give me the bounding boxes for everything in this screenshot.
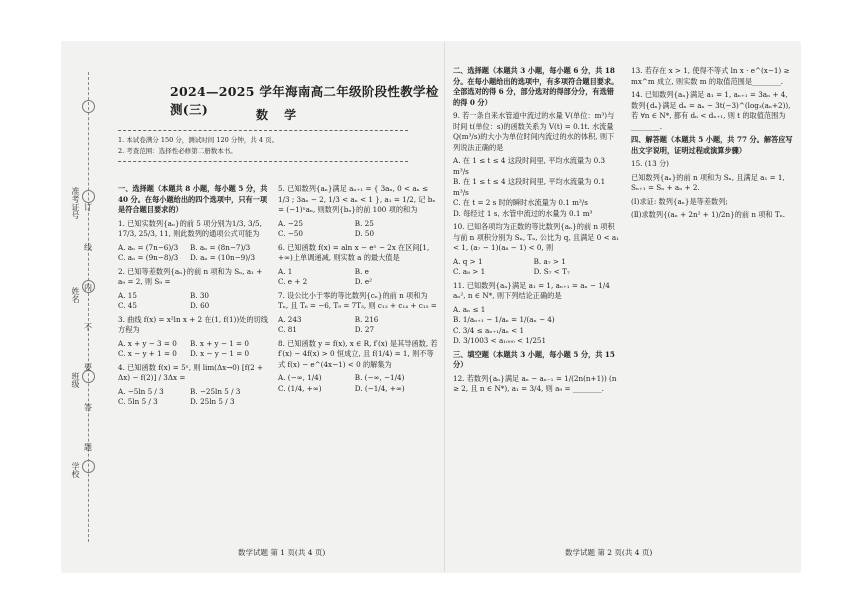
option: A. −5ln 5 / 3 [118,386,164,396]
options [118,291,268,312]
option: B. 在 1 ≤ t ≤ 4 这段时间里, 平均水流量为 0.1 m³/s [453,177,606,197]
question-stem: 4. 已知函数 f(x) = 5ˣ, 则 lim(Δx→0) [f(2 + Δx) − f(2)] / 3Δx = [118,362,264,382]
option: D. 25ln 5 / 3 [190,397,235,406]
option: B. (−∞, −1/4) [354,373,405,382]
option: D. 27 [354,325,375,334]
options [118,243,268,264]
option: C. e + 2 [278,277,308,286]
binding-label-class: 班级 [71,372,80,388]
options [118,387,268,408]
page-2 [444,42,801,572]
option: D. x − y − 1 = 0 [190,349,250,358]
question-stem: 15. (13 分) [631,159,669,168]
options [453,257,621,278]
option: C. (1/4, +∞) [278,383,322,393]
option: D. 50 [354,229,375,238]
option: B. −25ln 5 / 3 [190,386,241,396]
page-footer: 数学试题 第 1 页(共 4 页) [238,548,326,557]
question-stem: 3. 曲线 f(x) = x²ln x + 2 在(1, f(1))处的切线方程为 [118,314,268,334]
option: C. aₙ = (9n−8)/3 [118,253,179,262]
option: A. 在 1 ≤ t ≤ 4 这段时间里, 平均水流量为 0.3 m³/s [453,156,606,176]
question-stem: 5. 已知数列{aₙ}满足 aₙ₊₁ = { 3aₙ, 0 < aₙ ≤ 1/3 ; 3aₙ − 2, 1/3 < aₙ < 1 }, a₁ = 1/2, 记 bₙ = (−1)ⁿaₙ, 则数列{bₙ}的前 100 项的和为 [278,184,436,214]
question-stem: 14. 已知数列{aₙ}满足 a₁ = 1, aₙ₊₁ = 3aₙ + 4, 数列{dₙ}满足 dₙ = aₙ − 3t(−3)^(log₃(aₙ+2)), 若 ∀n ∈ N*, 都有 dₙ < dₙ₊₁, 则 t 的取值范围为________. [631,90,791,131]
options [278,267,438,288]
options [278,219,438,240]
question-part: (Ⅰ)求证: 数列{aₙ}是等差数列; [631,196,728,206]
question-stem: 1. 已知实数列{aₙ}的前 5 项分别为1/3, 3/5, 17/3, 25/3, 11, 则此数列的通项公式可能为 [118,218,262,238]
page-footer: 数学试题 第 2 页(共 4 页) [565,548,653,557]
cut-mark: 线 [84,243,92,252]
option: C. 在 t = 2 s 时的瞬时水流量为 0.1 m³/s [453,198,588,207]
question-part: (Ⅱ)求数列{(aₙ + 2n² + 1)/2n}的前 n 项和 Tₙ. [631,210,786,219]
option: B. aₙ = (8n−7)/3 [190,242,251,252]
cut-mark: 内 [84,283,92,292]
option: C. 5ln 5 / 3 [118,397,158,406]
binding-label-school: 学校 [71,462,80,478]
option: A. (−∞, 1/4) [278,373,322,382]
option: D. S₇ < T₇ [533,267,570,276]
option: A. aₙ ≤ 1 [453,304,486,314]
options [278,373,438,394]
notice-line: 1. 本试卷满分 150 分，测试时间 120 分钟，共 4 页。 [118,136,279,144]
question-stem: 8. 已知函数 y = f(x), x ∈ R, f′(x) 是其导函数, 若 f′(x) − 4f(x) > 0 恒成立, 且 f(1/4) = 1, 则不等式 f(x) − e^(4x−1) < 0 的解集为 [278,338,438,369]
option: C. a₈ > 1 [453,267,486,276]
option: D. aₙ = (10n−9)/3 [190,253,256,262]
option: A. q > 1 [453,256,483,266]
question-body: 已知数列{aₙ}的前 n 项和为 Sₙ, 且满足 a₁ = 1, Sₙ₊₁ = Sₙ + aₙ + 2. [631,172,785,192]
binding-label-name: 姓名 [71,287,80,303]
option: D. 60 [190,301,210,310]
option: D. 3/1003 < a₁₀₀₀ < 1/251 [453,336,547,345]
section-title: 四、解答题（本题共 5 小题，共 77 分。解答应写出文字说明，证明过程或演算步骤） [631,135,793,155]
binding-hole-icon [82,100,95,113]
cut-mark: 答 [84,403,92,412]
question-stem: 11. 已知数列{aₙ}满足 a₁ = 1, aₙ₊₁ = aₙ − 1/4 aₙ², n ∈ N*, 则下列结论正确的是 [453,280,610,300]
page-1 [108,42,444,572]
exam-notice [118,130,408,162]
section-title: 二、选择题（本题共 3 小题，每小题 6 分，共 18 分。在每小题给出的选项中，有多项符合题目要求。全部选对的得 6 分，部分选对的得部分分，有选错的得 0 分） [453,66,619,107]
binding-margin [62,42,108,572]
exam-subject: 数 学 [256,108,303,122]
option: A. 1 [278,266,293,276]
page-1-left-column [118,184,268,411]
page-2-left-column [453,66,621,398]
options [118,339,268,360]
option: C. 3/4 ≤ aₙ₊₁/aₙ < 1 [453,325,525,335]
option: B. e [354,266,369,276]
option: B. a₇ > 1 [533,256,566,266]
option: A. −25 [278,218,303,228]
binding-label-exam-id: 准考证号 [71,187,80,219]
question-stem: 12. 若数列{aₙ}满足 aₙ − aₙ₋₁ = 1/(2n(n+1)) (n ≥ 2, 且 n ∈ N*), a₁ = 3/4, 则 a₉ = ________. [453,373,617,393]
option: C. x − y + 1 = 0 [118,349,177,358]
page-2-right-column [631,66,793,224]
options [278,315,438,336]
option: B. 25 [354,218,374,228]
question-stem: 10. 已知各项均为正数的等比数列{aₙ}的前 n 项积与前 n 项积分别为 Sₙ, Tₙ, 公比为 q, 且满足 0 < a₁ < 1, (a₇ − 1)(a₈ − 1) < 0, 则 [453,222,620,252]
option: C. 45 [118,301,137,310]
question-stem: 2. 已知等差数列{aₙ}的前 n 项和为 Sₙ, a₁ + a₉ = 2, 则 S₉ = [118,266,263,286]
option: A. 243 [278,314,302,324]
cut-mark: 不 [84,323,92,332]
option: B. 1/aₙ₊₁ − 1/aₙ = 1/(aₙ − 4) [453,315,555,324]
option: A. x + y − 3 = 0 [118,338,177,348]
option: B. 30 [190,290,209,300]
question-stem: 6. 已知函数 f(x) = aln x − eˣ − 2x 在区间[1, +∞)上单调递减, 则实数 a 的最大值是 [278,242,430,262]
option: B. x + y − 1 = 0 [190,338,249,348]
cut-mark: 题 [84,443,92,452]
section-title: 三、填空题（本题共 3 小题，每小题 5 分，共 15 分） [453,349,615,369]
cut-mark: 订 [84,203,92,212]
question-stem: 7. 设公比小于零的等比数列{cₙ}的前 n 项和为 Tₙ, 且 T₆ = −6, T₉ = 7T₃, 则 c₁₃ + c₁₄ + c₁₅ = [278,290,437,310]
option: B. 216 [354,314,379,324]
exam-title: 2024—2025 学年海南高二年级阶段性教学检测(三) [170,84,439,117]
option: C. −50 [278,229,303,238]
option: D. e² [354,277,373,286]
binding-hole-icon [82,460,95,473]
question-stem: 13. 若存在 x > 1, 使得不等式 ln x · e^(x−1) ≥ mx^m 成立, 则实数 m 的取值范围是________. [631,66,790,86]
page-1-right-column [278,184,438,397]
option: A. aₙ = (7n−6)/3 [118,242,179,252]
exam-sheet [62,42,800,572]
option: C. 81 [278,325,297,334]
option: D. (−1/4, +∞) [354,383,405,393]
section-title: 一、选择题（本题共 8 小题，每小题 5 分，共 40 分。在每小题给出的四个选项中，只有一项是符合题目要求的） [118,184,268,214]
notice-line: 2. 考查范围：选择性必修第二册数本书。 [118,147,237,155]
question-stem: 9. 若一条自来水管道中流过的水量 V(单位：m³)与时间 t(单位：s)的函数关系为 V(t) = 0.1t. 水流量 Q(m³/s)的大小为单位时间内流过的水的体积, 则下列说法正确的是 [453,111,615,152]
option: D. 每经过 1 s, 水管中流过的水量为 0.1 m³ [453,208,593,218]
option: A. 15 [118,290,137,300]
cut-mark: 要 [84,363,92,372]
